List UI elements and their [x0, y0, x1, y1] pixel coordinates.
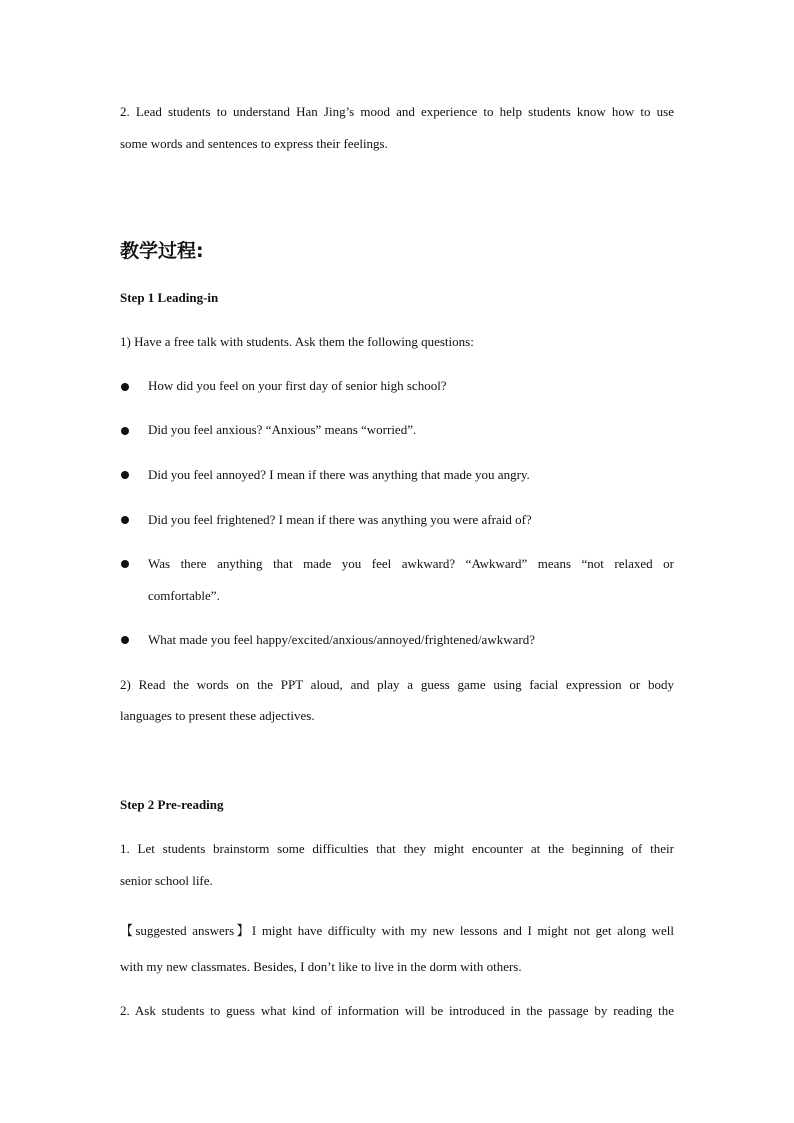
question-1: How did you feel on your first day of senior high school? — [148, 378, 447, 393]
teaching-process-heading: 教学过程: — [120, 240, 204, 262]
step-2-item-1-line-1: 1. Let students brainstorm some difficulties that they might encounter at the beginning of their — [120, 841, 674, 856]
step-1-part-1-intro: 1) Have a free talk with students. Ask them the following questions: — [120, 334, 474, 349]
suggested-answers-line-2: with my new classmates. Besides, I don’t like to live in the dorm with others. — [120, 959, 522, 974]
question-4: Did you feel frightened? I mean if there was anything you were afraid of? — [148, 512, 532, 527]
objective-2-line-1: 2. Lead students to understand Han Jing’s mood and experience to help students know how to use — [120, 104, 674, 119]
question-6: What made you feel happy/excited/anxious/annoyed/frightened/awkward? — [148, 632, 535, 647]
step-1-part-2-line-2: languages to present these adjectives. — [120, 708, 315, 723]
question-5-line-2: comfortable”. — [148, 588, 220, 603]
bullet-dot — [121, 383, 129, 391]
step-1-title: Step 1 Leading-in — [120, 290, 219, 305]
suggested-answers-line-1: 【suggested answers】I might have difficulty with my new lessons and I might not get along well — [120, 923, 674, 938]
bullet-dot — [121, 516, 129, 524]
step-2-title: Step 2 Pre-reading — [120, 797, 224, 812]
question-5-line-1: Was there anything that made you feel awkward? “Awkward” means “not relaxed or — [148, 556, 674, 571]
step-2-item-2-line-1: 2. Ask students to guess what kind of information will be introduced in the passage by reading the — [120, 1003, 674, 1018]
bullet-dot — [121, 427, 129, 435]
step-2-item-1-line-2: senior school life. — [120, 873, 213, 888]
objective-2-line-2: some words and sentences to express their feelings. — [120, 136, 388, 151]
step-1-part-2-line-1: 2) Read the words on the PPT aloud, and play a guess game using facial expression or body — [120, 677, 674, 692]
bullet-dot — [121, 471, 129, 479]
question-3: Did you feel annoyed? I mean if there was anything that made you angry. — [148, 467, 530, 482]
bullet-dot — [121, 560, 129, 568]
bullet-dot — [121, 636, 129, 644]
question-2: Did you feel anxious? “Anxious” means “worried”. — [148, 422, 417, 437]
